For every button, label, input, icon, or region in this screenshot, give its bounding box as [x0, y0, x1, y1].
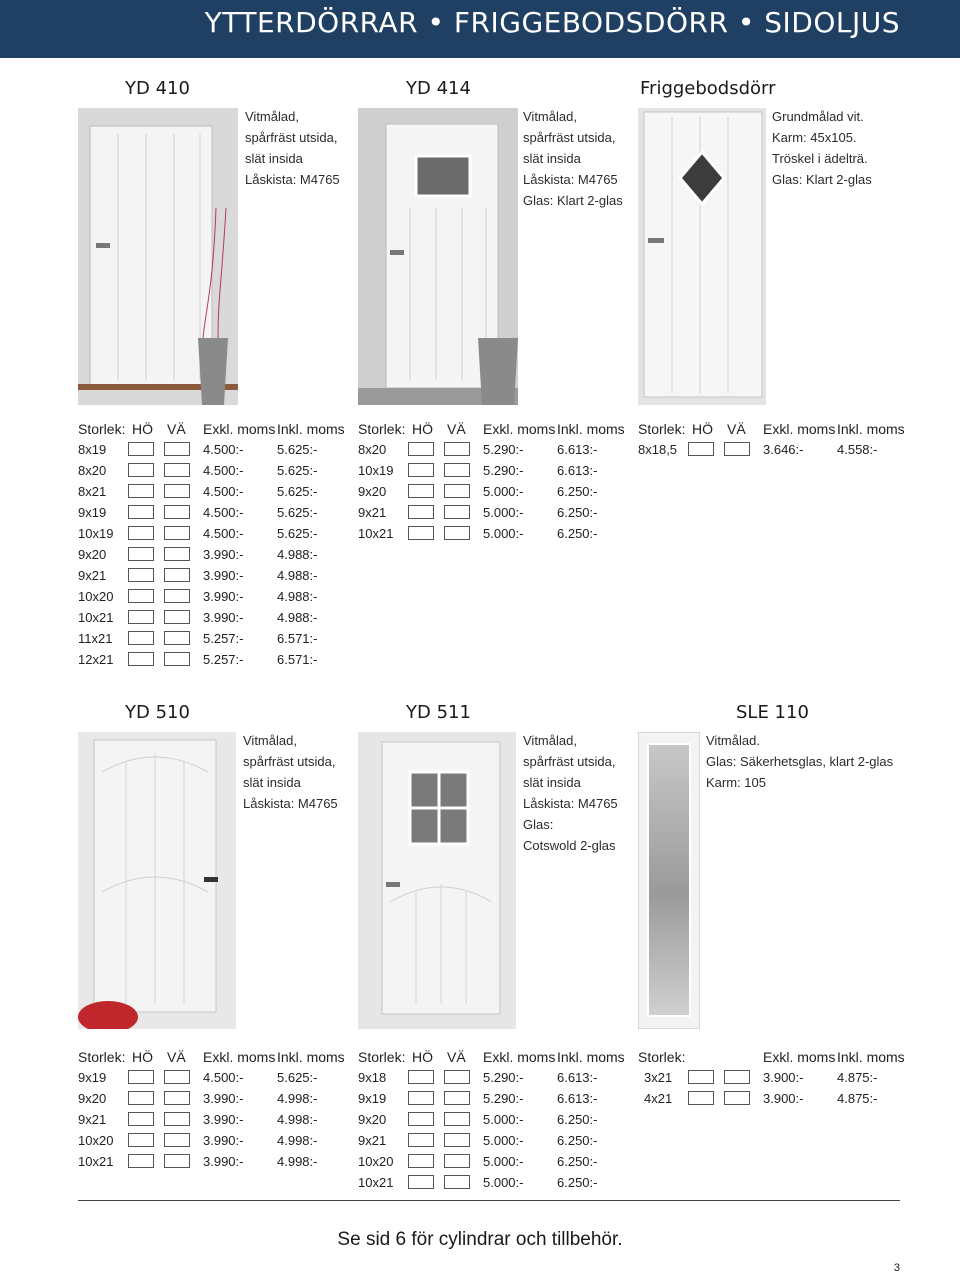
price-table-header — [638, 1046, 903, 1067]
checkbox-left-hung[interactable] — [164, 1133, 190, 1147]
row-price-incl: 4.998:- — [277, 1091, 318, 1106]
product-photo-yd511 — [358, 732, 516, 1029]
row-price-excl: 3.990:- — [203, 568, 244, 583]
desc-line: slät insida — [523, 775, 581, 790]
desc-line: Låskista: M4765 — [523, 172, 618, 187]
checkbox-left-hung[interactable] — [164, 463, 190, 477]
checkbox-right-hung[interactable] — [128, 1070, 154, 1084]
row-price-excl: 3.990:- — [203, 589, 244, 604]
row-price-excl: 3.900:- — [763, 1091, 804, 1106]
price-row — [78, 565, 343, 586]
price-row — [78, 628, 343, 649]
footer-note: Se sid 6 för cylindrar och tillbehör. — [337, 1229, 623, 1250]
checkbox-left-hung[interactable] — [164, 526, 190, 540]
checkbox-right-hung[interactable] — [128, 442, 154, 456]
checkbox-right-hung[interactable] — [408, 1112, 434, 1126]
header-excl: Exkl. moms — [763, 421, 836, 437]
checkbox-right-hung[interactable] — [408, 1154, 434, 1168]
checkbox-right-hung[interactable] — [688, 442, 714, 456]
price-row — [78, 439, 343, 460]
row-price-excl: 4.500:- — [203, 505, 244, 520]
checkbox-right-hung[interactable] — [408, 505, 434, 519]
desc-line: Vitmålad, — [243, 733, 297, 748]
header-incl: Inkl. moms — [837, 1049, 905, 1065]
row-size: 9x21 — [78, 568, 107, 583]
row-price-excl: 5.000:- — [483, 484, 524, 499]
page-number: 3 — [893, 1262, 900, 1274]
checkbox-left-hung[interactable] — [164, 652, 190, 666]
product-title-yd510: YD 510 — [125, 702, 190, 723]
row-size: 10x21 — [358, 1175, 394, 1190]
row-price-excl: 5.000:- — [483, 1112, 524, 1127]
desc-line: spårfräst utsida, — [523, 130, 616, 145]
row-size: 9x20 — [78, 1091, 107, 1106]
desc-line: Grundmålad vit. — [772, 109, 864, 124]
row-size: 9x19 — [78, 1070, 107, 1085]
product-desc-sle110 — [706, 730, 893, 793]
checkbox-right-hung[interactable] — [128, 1091, 154, 1105]
row-price-incl: 4.988:- — [277, 568, 318, 583]
checkbox-right-hung[interactable] — [128, 1112, 154, 1126]
checkbox-left-hung[interactable] — [444, 1070, 470, 1084]
header-excl: Exkl. moms — [203, 1049, 276, 1065]
row-size: 9x19 — [78, 505, 107, 520]
row-size: 9x21 — [358, 505, 387, 520]
desc-line: Vitmålad, — [523, 733, 577, 748]
header-left: VÄ — [447, 421, 466, 437]
row-price-excl: 5.290:- — [483, 1091, 524, 1106]
price-table-yd414 — [358, 418, 623, 544]
header-left: VÄ — [447, 1049, 466, 1065]
desc-line: slät insida — [243, 775, 301, 790]
desc-line: spårfräst utsida, — [245, 130, 338, 145]
checkbox-right-hung[interactable] — [128, 568, 154, 582]
desc-line: spårfräst utsida, — [243, 754, 336, 769]
row-price-incl: 6.613:- — [557, 463, 598, 478]
header-incl: Inkl. moms — [557, 421, 625, 437]
row-price-excl: 3.990:- — [203, 610, 244, 625]
product-desc-yd414 — [523, 106, 623, 211]
price-table-header — [78, 1046, 343, 1067]
row-size: 8x20 — [358, 442, 387, 457]
product-title-yd511: YD 511 — [406, 702, 471, 723]
row-price-excl: 3.900:- — [763, 1070, 804, 1085]
checkbox-right-hung[interactable] — [408, 442, 434, 456]
header-right: HÖ — [132, 421, 153, 437]
price-table-friggebodsdorr — [638, 418, 903, 460]
price-table-header — [358, 1046, 623, 1067]
row-price-incl: 6.250:- — [557, 1154, 598, 1169]
row-size: 8x19 — [78, 442, 107, 457]
row-size: 3x21 — [644, 1070, 673, 1085]
row-price-incl: 6.613:- — [557, 442, 598, 457]
desc-line: Låskista: M4765 — [243, 796, 338, 811]
header-size: Storlek: — [638, 421, 686, 437]
desc-line: Glas: — [523, 817, 554, 832]
header-left: VÄ — [167, 1049, 186, 1065]
row-price-excl: 3.990:- — [203, 1154, 244, 1169]
checkbox-left-hung[interactable] — [444, 463, 470, 477]
row-price-incl: 6.250:- — [557, 1133, 598, 1148]
row-price-incl: 4.875:- — [837, 1070, 878, 1085]
price-row — [358, 1088, 623, 1109]
row-price-incl: 4.998:- — [277, 1154, 318, 1169]
price-row — [358, 1067, 623, 1088]
header-excl: Exkl. moms — [203, 421, 276, 437]
checkbox-left-hung[interactable] — [164, 505, 190, 519]
desc-line: Glas: Säkerhetsglas, klart 2-glas — [706, 754, 894, 769]
price-row — [358, 439, 623, 460]
header-size: Storlek: — [358, 421, 406, 437]
checkbox-right-hung[interactable] — [128, 547, 154, 561]
row-size: 9x21 — [358, 1133, 387, 1148]
row-size: 9x18 — [358, 1070, 387, 1085]
checkbox-left-hung[interactable] — [164, 631, 190, 645]
price-table-yd410 — [78, 418, 343, 670]
checkbox-right-hung[interactable] — [128, 610, 154, 624]
price-row — [78, 460, 343, 481]
price-row — [78, 1067, 343, 1088]
checkbox-left-hung[interactable] — [164, 1154, 190, 1168]
row-price-incl: 4.988:- — [277, 547, 318, 562]
price-row — [638, 1067, 903, 1088]
header-right: HÖ — [412, 1049, 433, 1065]
row-price-incl: 6.250:- — [557, 484, 598, 499]
checkbox-left-hung[interactable] — [164, 589, 190, 603]
checkbox-right-hung[interactable] — [408, 526, 434, 540]
checkbox-left-hung[interactable] — [444, 442, 470, 456]
price-row — [78, 1130, 343, 1151]
checkbox-left-hung[interactable] — [164, 1070, 190, 1084]
product-title-yd410: YD 410 — [125, 78, 190, 99]
row-size: 9x20 — [78, 547, 107, 562]
price-row — [78, 607, 343, 628]
row-price-excl: 5.000:- — [483, 1175, 524, 1190]
product-photo-sle110 — [638, 732, 700, 1029]
checkbox-left-hung[interactable] — [724, 442, 750, 456]
price-row — [78, 544, 343, 565]
row-size: 10x21 — [78, 1154, 114, 1169]
checkbox-left-hung[interactable] — [164, 547, 190, 561]
price-table-sle110 — [638, 1046, 903, 1109]
row-size: 9x19 — [358, 1091, 387, 1106]
header-excl: Exkl. moms — [763, 1049, 836, 1065]
row-price-incl: 5.625:- — [277, 463, 318, 478]
row-price-excl: 5.000:- — [483, 1154, 524, 1169]
row-price-excl: 3.646:- — [763, 442, 804, 457]
page-title: YTTERDÖRRAR • FRIGGEBODSDÖRR • SIDOLJUS — [204, 6, 900, 39]
product-desc-friggebodsdorr — [772, 106, 872, 190]
row-size: 12x21 — [78, 652, 114, 667]
price-row — [358, 481, 623, 502]
row-price-excl: 5.290:- — [483, 463, 524, 478]
price-row — [78, 1088, 343, 1109]
checkbox-left-hung[interactable] — [444, 1175, 470, 1189]
row-price-incl: 6.250:- — [557, 526, 598, 541]
price-row — [78, 649, 343, 670]
row-price-incl: 6.250:- — [557, 1112, 598, 1127]
checkbox-left-hung[interactable] — [724, 1091, 750, 1105]
header-incl: Inkl. moms — [277, 1049, 345, 1065]
checkbox-right-hung[interactable] — [128, 484, 154, 498]
checkbox-right-hung[interactable] — [408, 1175, 434, 1189]
row-price-incl: 4.998:- — [277, 1133, 318, 1148]
header-incl: Inkl. moms — [557, 1049, 625, 1065]
price-row — [358, 1172, 623, 1193]
desc-line: Vitmålad, — [523, 109, 577, 124]
header-excl: Exkl. moms — [483, 1049, 556, 1065]
desc-line: spårfräst utsida, — [523, 754, 616, 769]
row-price-excl: 5.290:- — [483, 442, 524, 457]
row-size: 10x20 — [78, 1133, 114, 1148]
desc-line: Glas: Klart 2-glas — [523, 193, 623, 208]
desc-line: Tröskel i ädelträ. — [772, 151, 868, 166]
row-price-incl: 5.625:- — [277, 505, 318, 520]
row-price-incl: 4.988:- — [277, 589, 318, 604]
product-title-friggebodsdorr: Friggebodsdörr — [640, 78, 776, 99]
price-row — [78, 1151, 343, 1172]
row-price-excl: 5.000:- — [483, 1133, 524, 1148]
row-size: 10x19 — [358, 463, 394, 478]
row-price-incl: 6.250:- — [557, 505, 598, 520]
checkbox-right-hung[interactable] — [128, 505, 154, 519]
footer-divider — [78, 1200, 900, 1201]
header-incl: Inkl. moms — [277, 421, 345, 437]
row-size: 10x20 — [78, 589, 114, 604]
row-size: 9x21 — [78, 1112, 107, 1127]
price-row — [358, 1151, 623, 1172]
price-row — [78, 586, 343, 607]
row-price-excl: 4.500:- — [203, 1070, 244, 1085]
checkbox-right-hung[interactable] — [128, 1133, 154, 1147]
product-desc-yd510 — [243, 730, 338, 814]
price-table-header — [358, 418, 623, 439]
row-size: 8x18,5 — [638, 442, 678, 457]
product-desc-yd511 — [523, 730, 618, 856]
product-photo-yd414 — [358, 108, 518, 405]
product-title-yd414: YD 414 — [406, 78, 471, 99]
row-size: 10x19 — [78, 526, 114, 541]
row-price-incl: 6.613:- — [557, 1091, 598, 1106]
price-row — [78, 502, 343, 523]
row-price-incl: 6.250:- — [557, 1175, 598, 1190]
checkbox-left-hung[interactable] — [164, 1091, 190, 1105]
price-table-header — [78, 418, 343, 439]
checkbox-right-hung[interactable] — [128, 463, 154, 477]
row-price-excl: 3.990:- — [203, 1091, 244, 1106]
checkbox-right-hung[interactable] — [408, 1070, 434, 1084]
desc-line: Låskista: M4765 — [523, 796, 618, 811]
price-row — [78, 1109, 343, 1130]
row-price-excl: 4.500:- — [203, 463, 244, 478]
row-price-incl: 4.988:- — [277, 610, 318, 625]
header-size: Storlek: — [358, 1049, 406, 1065]
row-price-incl: 4.558:- — [837, 442, 878, 457]
desc-line: Låskista: M4765 — [245, 172, 340, 187]
row-price-incl: 5.625:- — [277, 442, 318, 457]
header-left: VÄ — [167, 421, 186, 437]
price-table-header — [638, 418, 903, 439]
row-size: 9x20 — [358, 1112, 387, 1127]
checkbox-right-hung[interactable] — [128, 526, 154, 540]
desc-line: Karm: 105 — [706, 775, 766, 790]
checkbox-left-hung[interactable] — [164, 568, 190, 582]
header-left: VÄ — [727, 421, 746, 437]
price-row — [638, 1088, 903, 1109]
row-size: 10x20 — [358, 1154, 394, 1169]
row-price-incl: 5.625:- — [277, 484, 318, 499]
price-row — [358, 460, 623, 481]
checkbox-left-hung[interactable] — [444, 1133, 470, 1147]
checkbox-left-hung[interactable] — [444, 1091, 470, 1105]
price-row — [78, 523, 343, 544]
row-price-excl: 5.290:- — [483, 1070, 524, 1085]
desc-line: slät insida — [523, 151, 581, 166]
row-size: 10x21 — [358, 526, 394, 541]
checkbox-left-hung[interactable] — [444, 1112, 470, 1126]
row-price-excl: 3.990:- — [203, 1112, 244, 1127]
header-excl: Exkl. moms — [483, 421, 556, 437]
checkbox-right-hung[interactable] — [408, 1091, 434, 1105]
row-price-incl: 5.625:- — [277, 1070, 318, 1085]
header-right: HÖ — [132, 1049, 153, 1065]
product-desc-yd410 — [245, 106, 340, 190]
header-size: Storlek: — [638, 1049, 686, 1065]
row-price-incl: 5.625:- — [277, 526, 318, 541]
checkbox-right-hung[interactable] — [128, 652, 154, 666]
checkbox-left-hung[interactable] — [164, 484, 190, 498]
checkbox-right-hung[interactable] — [408, 1133, 434, 1147]
product-title-sle110: SLE 110 — [736, 702, 809, 723]
price-row — [358, 523, 623, 544]
price-row — [358, 1130, 623, 1151]
row-price-incl: 6.571:- — [277, 652, 318, 667]
product-photo-yd510 — [78, 732, 236, 1029]
checkbox-right-hung[interactable] — [408, 484, 434, 498]
row-price-excl: 3.990:- — [203, 547, 244, 562]
row-size: 4x21 — [644, 1091, 673, 1106]
row-price-incl: 6.613:- — [557, 1070, 598, 1085]
checkbox-left-hung[interactable] — [164, 610, 190, 624]
checkbox-right-hung[interactable] — [688, 1091, 714, 1105]
desc-line: Cotswold 2-glas — [523, 838, 616, 853]
row-price-excl: 5.000:- — [483, 526, 524, 541]
row-price-excl: 4.500:- — [203, 484, 244, 499]
price-row — [358, 502, 623, 523]
row-size: 11x21 — [78, 631, 113, 646]
product-photo-yd410 — [78, 108, 238, 405]
product-photo-friggebodsdorr — [638, 108, 766, 405]
checkbox-left-hung[interactable] — [164, 442, 190, 456]
row-price-excl: 5.000:- — [483, 505, 524, 520]
desc-line: Glas: Klart 2-glas — [772, 172, 872, 187]
checkbox-left-hung[interactable] — [444, 1154, 470, 1168]
row-size: 8x20 — [78, 463, 107, 478]
row-price-excl: 4.500:- — [203, 526, 244, 541]
price-row — [638, 439, 903, 460]
header-right: HÖ — [412, 421, 433, 437]
row-price-incl: 4.998:- — [277, 1112, 318, 1127]
checkbox-left-hung[interactable] — [444, 484, 470, 498]
header-right: HÖ — [692, 421, 713, 437]
checkbox-left-hung[interactable] — [164, 1112, 190, 1126]
desc-line: slät insida — [245, 151, 303, 166]
header-size: Storlek: — [78, 1049, 126, 1065]
price-table-yd510 — [78, 1046, 343, 1172]
row-price-excl: 4.500:- — [203, 442, 244, 457]
row-price-excl: 3.990:- — [203, 1133, 244, 1148]
checkbox-right-hung[interactable] — [128, 1154, 154, 1168]
checkbox-right-hung[interactable] — [128, 589, 154, 603]
row-price-excl: 5.257:- — [203, 631, 244, 646]
header-size: Storlek: — [78, 421, 126, 437]
checkbox-right-hung[interactable] — [688, 1070, 714, 1084]
desc-line: Karm: 45x105. — [772, 130, 857, 145]
desc-line: Vitmålad, — [245, 109, 299, 124]
row-size: 10x21 — [78, 610, 114, 625]
price-table-yd511 — [358, 1046, 623, 1193]
price-row — [78, 481, 343, 502]
row-size: 9x20 — [358, 484, 387, 499]
checkbox-left-hung[interactable] — [444, 526, 470, 540]
checkbox-left-hung[interactable] — [444, 505, 470, 519]
checkbox-right-hung[interactable] — [128, 631, 154, 645]
checkbox-right-hung[interactable] — [408, 463, 434, 477]
row-price-incl: 4.875:- — [837, 1091, 878, 1106]
row-size: 8x21 — [78, 484, 107, 499]
row-price-excl: 5.257:- — [203, 652, 244, 667]
header-incl: Inkl. moms — [837, 421, 905, 437]
desc-line: Vitmålad. — [706, 733, 760, 748]
checkbox-left-hung[interactable] — [724, 1070, 750, 1084]
row-price-incl: 6.571:- — [277, 631, 318, 646]
header-banner — [0, 0, 960, 58]
price-row — [358, 1109, 623, 1130]
